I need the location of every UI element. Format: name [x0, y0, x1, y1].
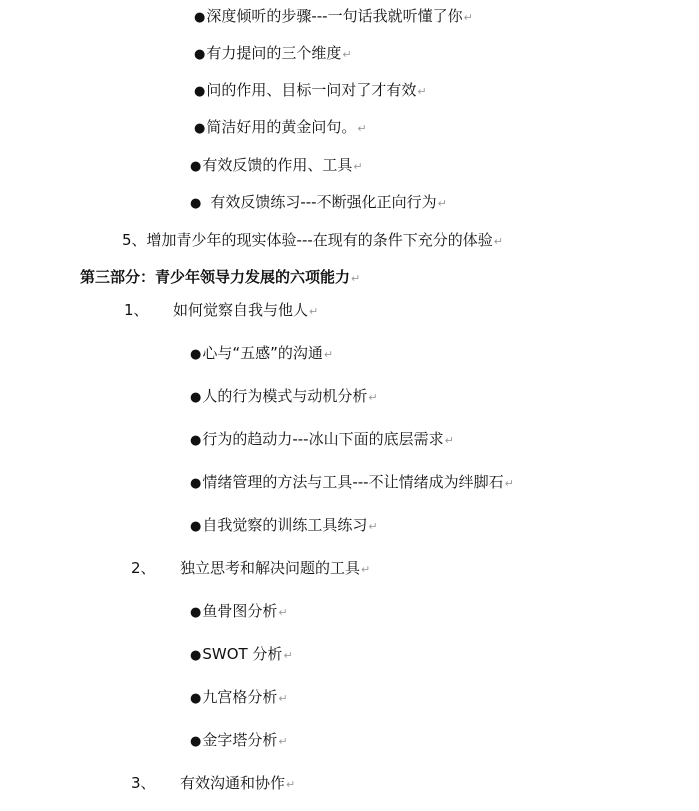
list-item-text: 有力提问的三个维度: [206, 44, 342, 62]
list-item-text: 深度倾听的步骤---一句话我就听懂了你: [206, 7, 463, 25]
numbered-heading-text: 有效沟通和协作: [180, 774, 286, 792]
paragraph-mark-icon: ↵: [351, 272, 361, 285]
paragraph-mark-icon: ↵: [493, 235, 504, 248]
bullet-icon: ●: [190, 691, 202, 706]
list-item-text: 情绪管理的方法与工具---不让情绪成为绊脚石: [202, 473, 504, 491]
list-item: [194, 117, 367, 139]
section-heading-text: 第三部分：青少年领导力发展的六项能力: [80, 268, 351, 286]
list-item: [190, 192, 447, 214]
bullet-icon: ●: [190, 196, 202, 211]
paragraph-mark-icon: ↵: [437, 197, 447, 210]
list-item-text: 有效反馈练习---不断强化正向行为: [210, 193, 437, 211]
numbered-heading: [124, 300, 318, 322]
list-item: [190, 472, 514, 494]
list-item: [190, 730, 288, 752]
list-item: [190, 429, 454, 451]
bullet-icon: ●: [190, 347, 202, 362]
list-item-text: 人的行为模式与动机分析: [202, 387, 368, 405]
list-item: [190, 343, 333, 365]
paragraph-mark-icon: ↵: [417, 85, 427, 98]
list-item: [190, 386, 378, 408]
bullet-icon: ●: [194, 10, 206, 25]
list-item: [194, 80, 427, 102]
bullet-icon: ●: [190, 519, 202, 534]
paragraph-mark-icon: ↵: [504, 477, 514, 490]
paragraph-mark-icon: ↵: [309, 305, 319, 318]
list-item-text: 金字塔分析: [202, 731, 278, 749]
list-item: [194, 6, 473, 28]
paragraph-mark-icon: ↵: [342, 48, 352, 61]
list-item: [190, 644, 293, 666]
list-item: [194, 43, 352, 65]
numbered-heading: [131, 773, 295, 795]
numbered-item: [122, 230, 503, 252]
list-item-text: 问的作用、目标一问对了才有效: [206, 81, 417, 99]
paragraph-mark-icon: ↵: [323, 348, 334, 361]
item-number: 2、: [131, 559, 156, 577]
bullet-icon: ●: [194, 47, 206, 62]
list-item-text: 行为的趋动力---冰山下面的底层需求: [202, 430, 444, 448]
paragraph-mark-icon: ↵: [278, 692, 288, 705]
bullet-icon: ●: [190, 390, 202, 405]
numbered-item-text: 5、增加青少年的现实体验---在现有的条件下充分的体验: [122, 231, 493, 249]
numbered-heading-text: 独立思考和解决问题的工具: [180, 559, 361, 577]
list-item-text: 鱼骨图分析: [202, 602, 278, 620]
list-item: [190, 687, 288, 709]
list-item-text: 有效反馈的作用、工具: [202, 156, 353, 174]
paragraph-mark-icon: ↵: [463, 11, 473, 24]
bullet-icon: ●: [190, 648, 202, 663]
bullet-icon: ●: [194, 84, 206, 99]
bullet-icon: ●: [190, 159, 202, 174]
paragraph-mark-icon: ↵: [361, 563, 371, 576]
paragraph-mark-icon: ↵: [286, 778, 296, 791]
bullet-icon: ●: [194, 121, 206, 136]
section-heading: [80, 267, 360, 289]
paragraph-mark-icon: ↵: [368, 391, 378, 404]
item-number: 3、: [131, 774, 156, 792]
numbered-heading-text: 如何觉察自我与他人: [173, 301, 309, 319]
bullet-icon: ●: [190, 433, 202, 448]
bullet-icon: ●: [190, 605, 202, 620]
paragraph-mark-icon: ↵: [278, 735, 288, 748]
list-item-text: 心与“五感”的沟通: [202, 344, 323, 362]
numbered-heading: [131, 558, 370, 580]
list-item-text: SWOT 分析: [202, 645, 283, 663]
paragraph-mark-icon: ↵: [278, 606, 288, 619]
item-number: 1、: [124, 301, 149, 319]
paragraph-mark-icon: ↵: [368, 520, 378, 533]
paragraph-mark-icon: ↵: [444, 434, 454, 447]
bullet-icon: ●: [190, 476, 202, 491]
list-item-text: 简洁好用的黄金问句。: [206, 118, 357, 136]
paragraph-mark-icon: ↵: [357, 122, 367, 135]
bullet-icon: ●: [190, 734, 202, 749]
list-item: [190, 601, 288, 623]
list-item-text: 自我觉察的训练工具练习: [202, 516, 368, 534]
paragraph-mark-icon: ↵: [353, 160, 363, 173]
list-item: [190, 155, 363, 177]
list-item: [190, 515, 378, 537]
list-item-text: 九宫格分析: [202, 688, 278, 706]
paragraph-mark-icon: ↵: [283, 649, 293, 662]
